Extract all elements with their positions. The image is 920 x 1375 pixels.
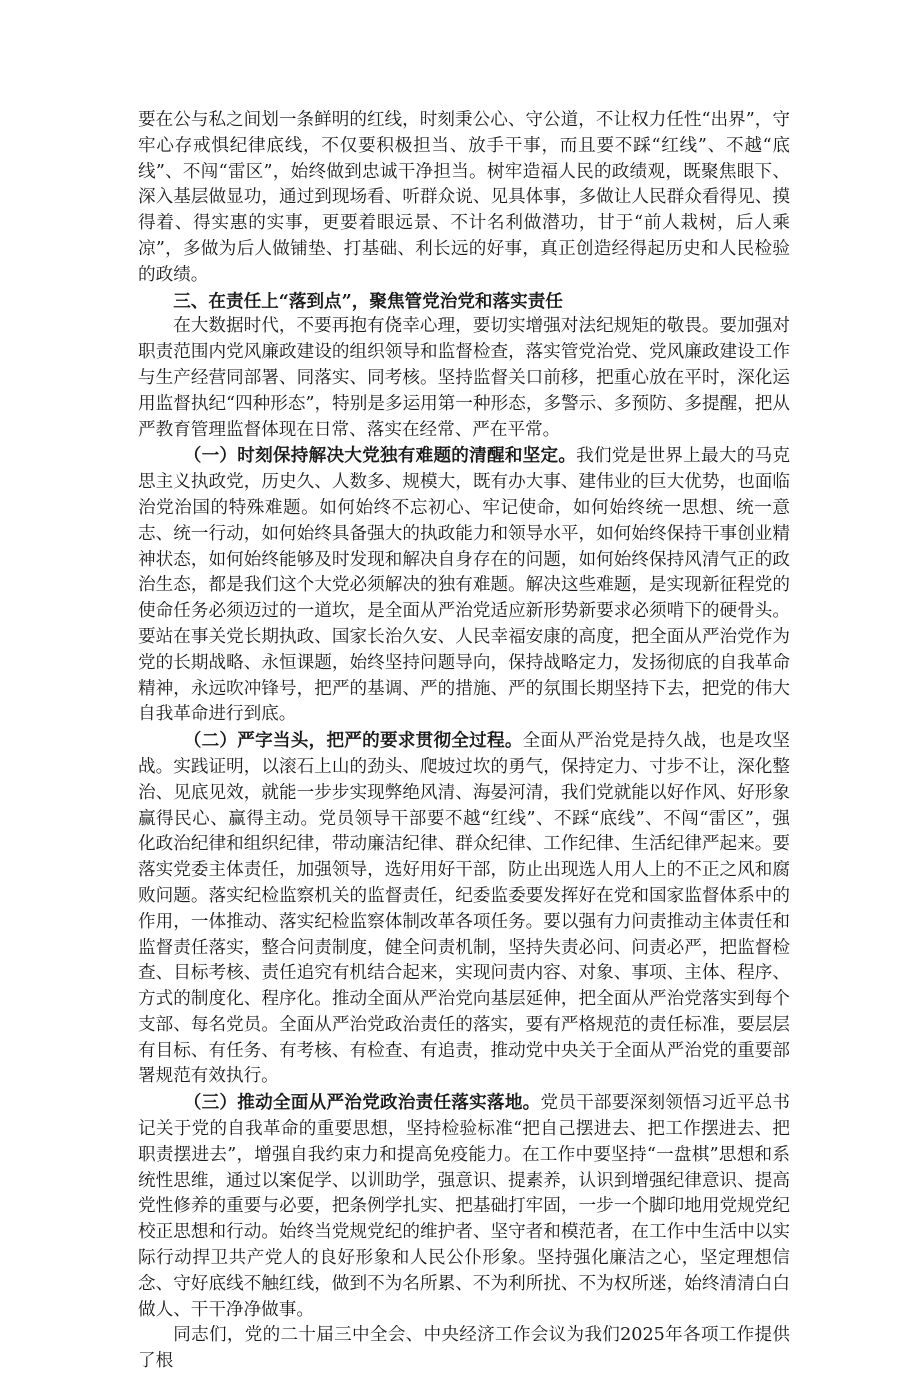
subsection-3: [138, 1090, 790, 1323]
subsection-lead: （三）推动全面从严治党政治责任落实落地。: [183, 1092, 541, 1114]
subsection-1: [138, 443, 790, 728]
paragraph-continued: [138, 108, 790, 289]
closing-paragraph: 同志们，党的二十届三中全会、中央经济工作会议为我们2025年各项工作提供了根: [138, 1325, 790, 1372]
subsection-lead: （二）严字当头，把严的要求贯彻全过程。: [183, 730, 523, 752]
document-page: [138, 108, 790, 1375]
section-intro: 在大数据时代，不要再抱有侥幸心理，要切实增强对法纪规矩的敬畏。要加强对职责范围内党风廉政建设的组织领导和监督检查，落实管党治党、党风廉政建设工作与生产经营同部署、同落实、同考核。坚持监督关口前移，把重心放在平时，深化运用监督执纪“四种形态”，特别是多运用第一种形态，多警示、多预防、多提醒，把从严教育管理监督体现在日常、落实在经常、严在平常。: [138, 316, 790, 440]
section-heading: 三、在责任上“落到点”，聚焦管党治党和落实责任: [173, 290, 563, 312]
subsection-2: [138, 728, 790, 1090]
subsection-text: 我们党是世界上最大的马克思主义执政党，历史久、人数多、规模大，既有办大事、建伟业的巨大优势，也面临治党治国的特殊难题。如何始终不忘初心、牢记使命，如何始终统一思想、统一意志、统一行动，如何始终具备强大的执政能力和领导水平，如何始终保持干事创业精神状态，如何始终能够及时发现和解决自身存在的问题，如何始终保持风清气正的政治生态，都是我们这个大党必须解决的独有难题。解决这些难题，是实现新征程党的使命任务必须迈过的一道坎，是全面从严治党适应新形势新要求必须啃下的硬骨头。要站在事关党长期执政、国家长治久安、人民幸福安康的高度，把全面从严治党作为党的长期战略、永恒课题，始终坚持问题导向，保持战略定力，发扬彻底的自我革命精神，永远吹冲锋号，把严的基调、严的措施、严的氛围长期坚持下去，把党的伟大自我革命进行到底。: [138, 446, 790, 725]
subsection-lead: （一）时刻保持解决大党独有难题的清醒和坚定。: [183, 445, 577, 467]
subsection-text: 全面从严治党是持久战，也是攻坚战。实践证明，以滚石上山的劲头、爬坡过坎的勇气，保持定力、寸步不让，深化整治、见底见效，就能一步步实现弊绝风清、海晏河清，我们党就能以好作风、好形象赢得民心、赢得主动。党员领导干部要不越“红线”、不踩“底线”、不闯“雷区”，强化政治纪律和组织纪律，带动廉洁纪律、群众纪律、工作纪律、生活纪律严起来。要落实党委主体责任，加强领导，选好用好干部，防止出现选人用人上的不正之风和腐败问题。落实纪检监察机关的监督责任，纪委监委要发挥好在党和国家监督体系中的作用，一体推动、落实纪检监察体制改革各项任务。要以强有力问责推动主体责任和监督责任落实，整合问责制度，健全问责机制，坚持失责必问、问责必严，把监督检查、目标考核、责任追究有机结合起来，实现问责内容、对象、事项、主体、程序、方式的制度化、程序化。推动全面从严治党向基层延伸，把全面从严治党落实到每个支部、每名党员。全面从严治党政治责任的落实，要有严格规范的责任标准，要层层有目标、有任务、有考核、有检查、有追责，推动党中央关于全面从严治党的重要部署规范有效执行。: [138, 731, 790, 1087]
subsection-text: 党员干部要深刻领悟习近平总书记关于党的自我革命的重要思想，坚持检验标准“把自己摆进去、把工作摆进去、把职责摆进去”，增强自我约束力和提高免疫能力。在工作中要坚持“一盘棋”思想和系统性思维，通过以案促学、以训助学，强意识、提素养，认识到增强纪律意识、提高党性修养的重要与必要，把条例学扎实、把基础打牢固，一步一个脚印地用党规党纪校正思想和行动。始终当党规党纪的维护者、坚守者和模范者，在工作中生活中以实际行动捍卫共产党人的良好形象和人民公仆形象。坚持强化廉洁之心，坚定理想信念、守好底线不触红线，做到不为名所累、不为利所扰、不为权所迷，始终清清白白做人、干干净净做事。: [138, 1093, 790, 1320]
paragraph-text: 要在公与私之间划一条鲜明的红线，时刻秉公心、守公道，不让权力任性“出界”，守牢心存戒惧纪律底线，不仅要积极担当、放手干事，而且要不踩“红线”、不越“底线”、不闯“雷区”，始终做到忠诚干净担当。树牢造福人民的政绩观，既聚焦眼下、深入基层做显功，通过到现场看、听群众说、见具体事，多做让人民群众看得见、摸得着、得实惠的实事，更要着眼远景、不计名利做潜功，甘于“前人栽树，后人乘凉”，多做为后人做铺垫、打基础、利长远的好事，真正创造经得起历史和人民检验的政绩。: [138, 110, 790, 285]
